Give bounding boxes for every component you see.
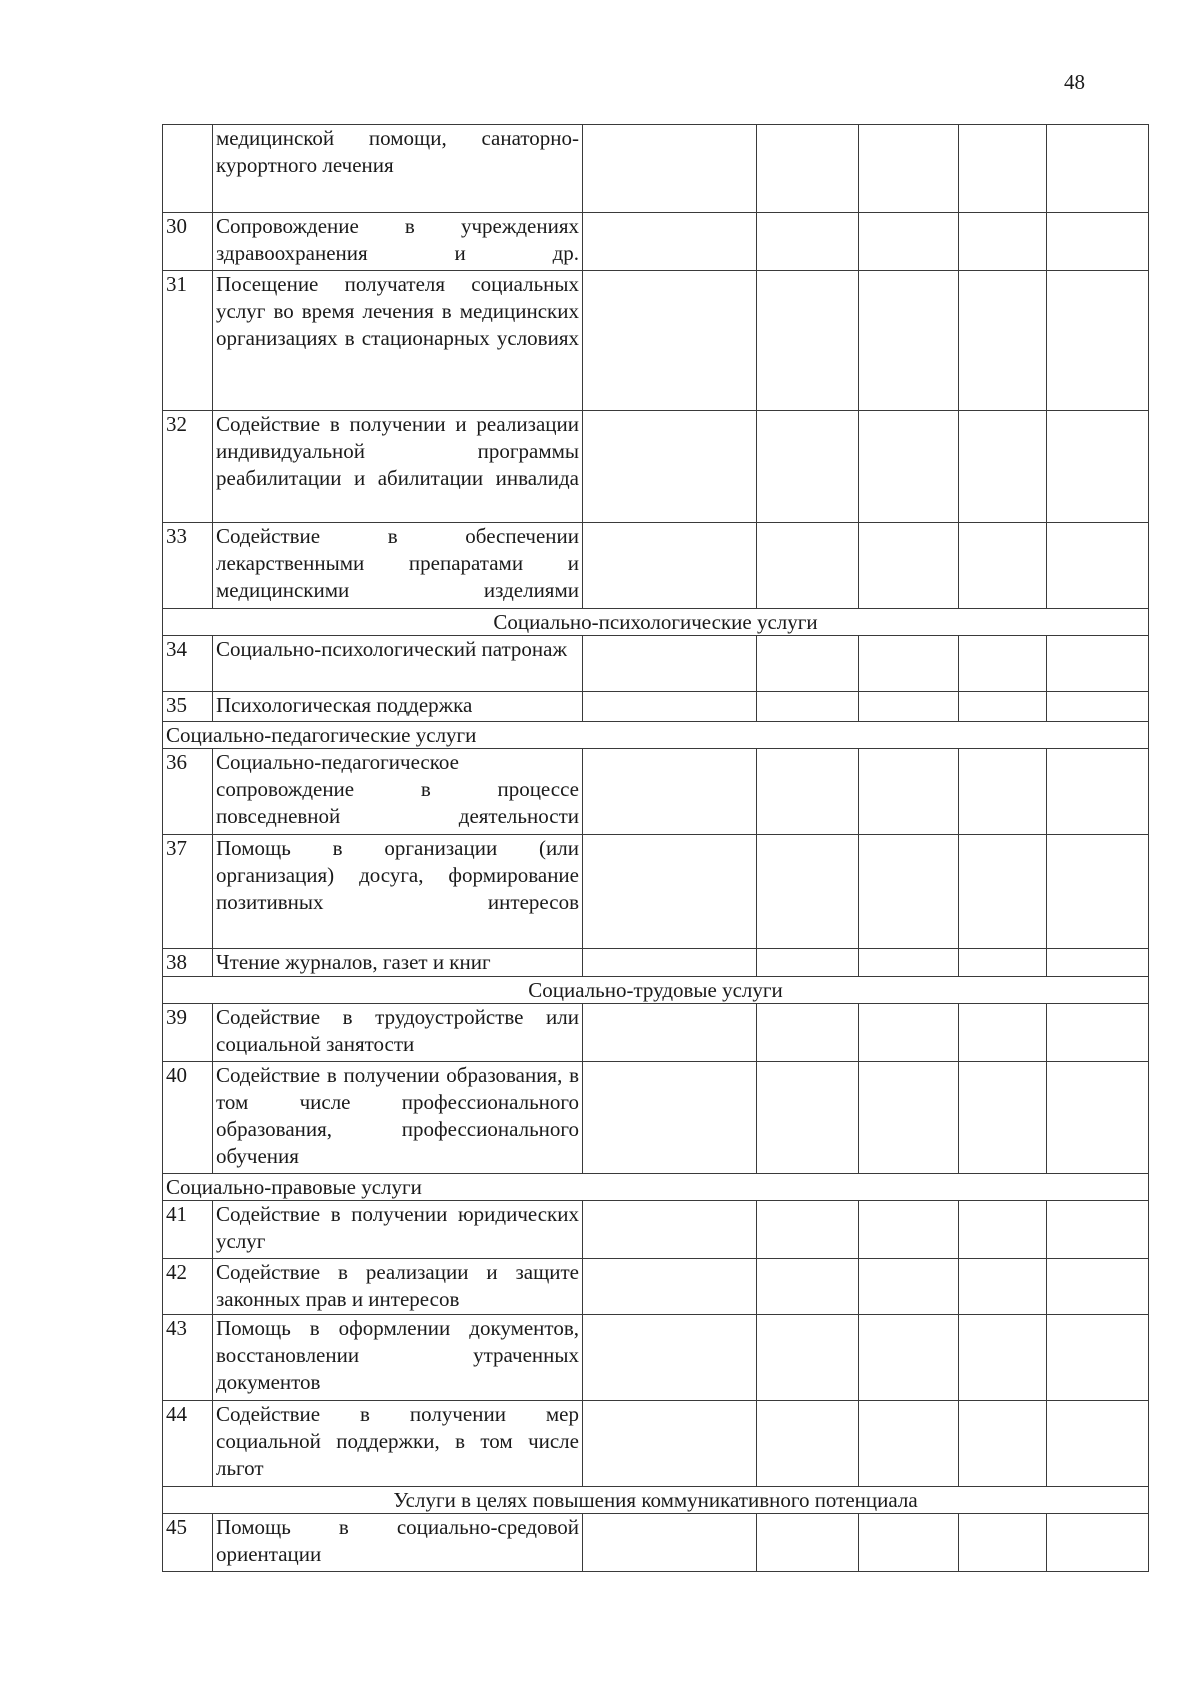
section-header-row <box>163 722 1149 749</box>
service-description: Посещение получателя социальных услуг во время лечения в медицинских организациях в стационарных условиях <box>213 271 583 411</box>
empty-cell <box>757 523 859 609</box>
service-description: Сопровождение в учреждениях здравоохранения и др. <box>213 213 583 271</box>
empty-cell <box>583 271 757 411</box>
service-description: Содействие в получении мер социальной поддержки, в том числе льгот <box>213 1401 583 1487</box>
empty-cell <box>583 213 757 271</box>
empty-cell <box>583 636 757 692</box>
row-number: 37 <box>163 835 213 949</box>
empty-cell <box>959 1004 1047 1062</box>
empty-cell <box>1047 1004 1149 1062</box>
empty-cell <box>859 835 959 949</box>
table-row <box>163 835 1149 949</box>
empty-cell <box>959 692 1047 722</box>
empty-cell <box>583 1004 757 1062</box>
empty-cell <box>757 1401 859 1487</box>
service-description: Помощь в оформлении документов, восстановлении утраченных документов <box>213 1315 583 1401</box>
row-number: 43 <box>163 1315 213 1401</box>
service-description: Содействие в получении юридических услуг <box>213 1201 583 1259</box>
service-description: Чтение журналов, газет и книг <box>213 949 583 977</box>
table-row <box>163 411 1149 523</box>
empty-cell <box>583 1259 757 1315</box>
empty-cell <box>1047 1259 1149 1315</box>
empty-cell <box>757 749 859 835</box>
empty-cell <box>959 1315 1047 1401</box>
row-number: 34 <box>163 636 213 692</box>
empty-cell <box>583 692 757 722</box>
empty-cell <box>757 692 859 722</box>
empty-cell <box>859 1201 959 1259</box>
table-row <box>163 523 1149 609</box>
row-number: 39 <box>163 1004 213 1062</box>
services-table <box>162 124 1149 1572</box>
row-number: 31 <box>163 271 213 411</box>
service-description: Содействие в реализации и защите законных прав и интересов <box>213 1259 583 1315</box>
empty-cell <box>959 1401 1047 1487</box>
table-row <box>163 949 1149 977</box>
empty-cell <box>757 1062 859 1174</box>
table-row <box>163 1315 1149 1401</box>
empty-cell <box>859 749 959 835</box>
empty-cell <box>757 636 859 692</box>
table-row <box>163 636 1149 692</box>
empty-cell <box>859 636 959 692</box>
empty-cell <box>859 1315 959 1401</box>
empty-cell <box>757 411 859 523</box>
section-header-row <box>163 1487 1149 1514</box>
empty-cell <box>959 1201 1047 1259</box>
empty-cell <box>859 213 959 271</box>
empty-cell <box>1047 1401 1149 1487</box>
empty-cell <box>1047 523 1149 609</box>
section-title: Социально-трудовые услуги <box>163 977 1149 1004</box>
empty-cell <box>757 1315 859 1401</box>
row-number: 36 <box>163 749 213 835</box>
empty-cell <box>583 1201 757 1259</box>
empty-cell <box>583 1514 757 1572</box>
empty-cell <box>859 949 959 977</box>
empty-cell <box>859 523 959 609</box>
section-header-row <box>163 977 1149 1004</box>
empty-cell <box>757 1259 859 1315</box>
empty-cell <box>1047 1201 1149 1259</box>
empty-cell <box>1047 411 1149 523</box>
section-title: Услуги в целях повышения коммуникативного потенциала <box>163 1487 1149 1514</box>
row-number: 38 <box>163 949 213 977</box>
row-number: 30 <box>163 213 213 271</box>
empty-cell <box>757 835 859 949</box>
empty-cell <box>1047 949 1149 977</box>
table-row <box>163 1004 1149 1062</box>
empty-cell <box>583 749 757 835</box>
empty-cell <box>1047 1514 1149 1572</box>
table-row <box>163 213 1149 271</box>
table-row <box>163 749 1149 835</box>
service-description: Содействие в получении и реализации индивидуальной программы реабилитации и абилитации инвалида <box>213 411 583 523</box>
empty-cell <box>1047 1062 1149 1174</box>
section-header-row <box>163 609 1149 636</box>
table-row <box>163 692 1149 722</box>
empty-cell <box>959 949 1047 977</box>
empty-cell <box>959 411 1047 523</box>
empty-cell <box>959 125 1047 213</box>
empty-cell <box>583 1062 757 1174</box>
empty-cell <box>583 125 757 213</box>
table-row <box>163 125 1149 213</box>
empty-cell <box>583 1401 757 1487</box>
empty-cell <box>959 1514 1047 1572</box>
empty-cell <box>959 1259 1047 1315</box>
service-description: Психологическая поддержка <box>213 692 583 722</box>
row-number <box>163 125 213 213</box>
empty-cell <box>583 1315 757 1401</box>
table-row <box>163 271 1149 411</box>
empty-cell <box>959 749 1047 835</box>
empty-cell <box>959 213 1047 271</box>
empty-cell <box>583 411 757 523</box>
service-description: Помощь в организации (или организация) досуга, формирование позитивных интересов <box>213 835 583 949</box>
service-description: Содействие в получении образования, в том числе профессионального образования, профессионального обучения <box>213 1062 583 1174</box>
row-number: 41 <box>163 1201 213 1259</box>
table-row <box>163 1401 1149 1487</box>
section-title: Социально-правовые услуги <box>163 1174 1149 1201</box>
service-description: медицинской помощи, санаторно-курортного лечения <box>213 125 583 213</box>
empty-cell <box>859 1514 959 1572</box>
empty-cell <box>959 835 1047 949</box>
empty-cell <box>959 636 1047 692</box>
empty-cell <box>757 949 859 977</box>
empty-cell <box>859 1401 959 1487</box>
section-header-row <box>163 1174 1149 1201</box>
empty-cell <box>757 271 859 411</box>
empty-cell <box>757 1514 859 1572</box>
empty-cell <box>859 411 959 523</box>
service-description: Содействие в обеспечении лекарственными препаратами и медицинскими изделиями <box>213 523 583 609</box>
row-number: 40 <box>163 1062 213 1174</box>
row-number: 33 <box>163 523 213 609</box>
row-number: 32 <box>163 411 213 523</box>
table-row <box>163 1259 1149 1315</box>
empty-cell <box>1047 835 1149 949</box>
empty-cell <box>859 1062 959 1174</box>
service-description: Социально-психологический патронаж <box>213 636 583 692</box>
empty-cell <box>1047 1315 1149 1401</box>
page-number: 48 <box>1064 70 1085 94</box>
empty-cell <box>959 523 1047 609</box>
empty-cell <box>1047 636 1149 692</box>
empty-cell <box>959 1062 1047 1174</box>
table-row <box>163 1062 1149 1174</box>
empty-cell <box>1047 125 1149 213</box>
empty-cell <box>1047 213 1149 271</box>
table-row <box>163 1201 1149 1259</box>
empty-cell <box>757 1201 859 1259</box>
section-title: Социально-психологические услуги <box>163 609 1149 636</box>
empty-cell <box>1047 749 1149 835</box>
empty-cell <box>859 271 959 411</box>
empty-cell <box>757 125 859 213</box>
empty-cell <box>859 1259 959 1315</box>
empty-cell <box>1047 271 1149 411</box>
empty-cell <box>583 835 757 949</box>
empty-cell <box>859 1004 959 1062</box>
empty-cell <box>583 949 757 977</box>
empty-cell <box>959 271 1047 411</box>
services-table-body <box>163 125 1149 1572</box>
service-description: Социально-педагогическое сопровождение в процессе повседневной деятельности <box>213 749 583 835</box>
empty-cell <box>1047 692 1149 722</box>
empty-cell <box>859 125 959 213</box>
service-description: Содействие в трудоустройстве или социальной занятости <box>213 1004 583 1062</box>
row-number: 35 <box>163 692 213 722</box>
row-number: 44 <box>163 1401 213 1487</box>
service-description: Помощь в социально-средовой ориентации <box>213 1514 583 1572</box>
empty-cell <box>583 523 757 609</box>
table-row <box>163 1514 1149 1572</box>
row-number: 45 <box>163 1514 213 1572</box>
section-title: Социально-педагогические услуги <box>163 722 1149 749</box>
empty-cell <box>859 692 959 722</box>
empty-cell <box>757 213 859 271</box>
empty-cell <box>757 1004 859 1062</box>
row-number: 42 <box>163 1259 213 1315</box>
